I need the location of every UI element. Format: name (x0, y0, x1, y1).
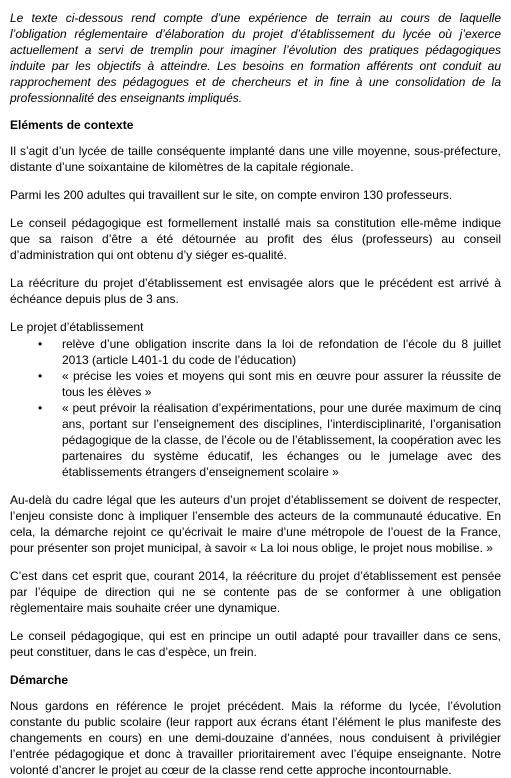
context-paragraph-6: C’est dans cet esprit que, courant 2014, la réécriture du projet d’établissement est pensée par l’équipe de direction qui ne se contente pas de se conformer à une obligation règlementaire mais souhaite créer une dynamique. (10, 569, 501, 615)
context-paragraph-1: Il s’agit d’un lycée de taille conséquente implanté dans une ville moyenne, sous-préfecture, distante d’une soixantaine de kilomètres de la capitale régionale. (10, 144, 501, 174)
list-item: • « peut prévoir la réalisation d’expérimentations, pour une durée maximum de cinq ans, portant sur l’enseignement des disciplines, l’interdisciplinarité, l’organisation pédagogique de la classe, de l’école ou de l’établissement, la coopération avec les partenaires du système éducatif, les échanges ou le jumelage avec des établissements étrangers d’enseignement scolaire » (62, 400, 501, 480)
section-heading-context: Eléments de contexte (10, 118, 134, 132)
context-paragraph-2: Parmi les 200 adultes qui travaillent sur le site, on compte environ 130 professeurs. (10, 188, 453, 202)
context-paragraph-4: La réécriture du projet d’établissement est envisagée alors que le précédent est arrivé à échéance depuis plus de 3 ans. (10, 276, 501, 306)
approach-paragraph-1: Nous gardons en référence le projet précédent. Mais la réforme du lycée, l’évolution constante du public scolaire (leur rapport aux écrans étant l’élément le plus manifeste des changements en cours) en une demi-douzaine d’années, nous conduisent à privilégier l’entrée pédagogique et donc à travailler prioritairement avec l’équipe enseignante. Notre volonté d’ancrer le projet au cœur de la classe rend cette approche incontournable. (10, 699, 501, 777)
list-item: • relève d’une obligation inscrite dans la loi de refondation de l’école du 8 juillet 2013 (article L401-1 du code de l’éducation) (62, 336, 501, 368)
project-bullet-list (10, 336, 501, 480)
list-item: • « précise les voies et moyens qui sont mis en œuvre pour assurer la réussite de tous les élèves » (62, 368, 501, 400)
context-paragraph-5: Au-delà du cadre légal que les auteurs d’un projet d’établissement se doivent de respecter, l’enjeu consiste donc à impliquer l’ensemble des acteurs de la communauté éducative. En cela, la démarche rejoint ce qu’écrivait le maire d’une métropole de l’ouest de la France, pour présenter son projet municipal, à savoir « La loi nous oblige, le projet nous mobilise. » (10, 493, 501, 555)
context-paragraph-3: Le conseil pédagogique est formellement installé mais sa constitution elle-même indique que sa raison d’être a été détournée au profit des élus (professeurs) au conseil d’administration qui ont obtenu d’y siéger es-qualité. (10, 216, 501, 262)
section-heading-approach: Démarche (10, 673, 69, 687)
intro-paragraph: Le texte ci-dessous rend compte d’une expérience de terrain au cours de laquelle l’obligation réglementaire d’élaboration du projet d’établissement du lycée où j’exerce actuellement a servi de tremplin pour imaginer l’évolution des pratiques pédagogiques induite par les objectifs à atteindre. Les besoins en formation afférents ont conduit au rapprochement des pédagogues et de chercheurs et in fine à une consolidation de la professionnalité des enseignants impliqués. (10, 11, 501, 105)
context-paragraph-7: Le conseil pédagogique, qui est en principe un outil adapté pour travailler dans ce sens, peut constituer, dans le cas d’espèce, un frein. (10, 629, 501, 659)
list-label: Le projet d’établissement (10, 320, 144, 334)
